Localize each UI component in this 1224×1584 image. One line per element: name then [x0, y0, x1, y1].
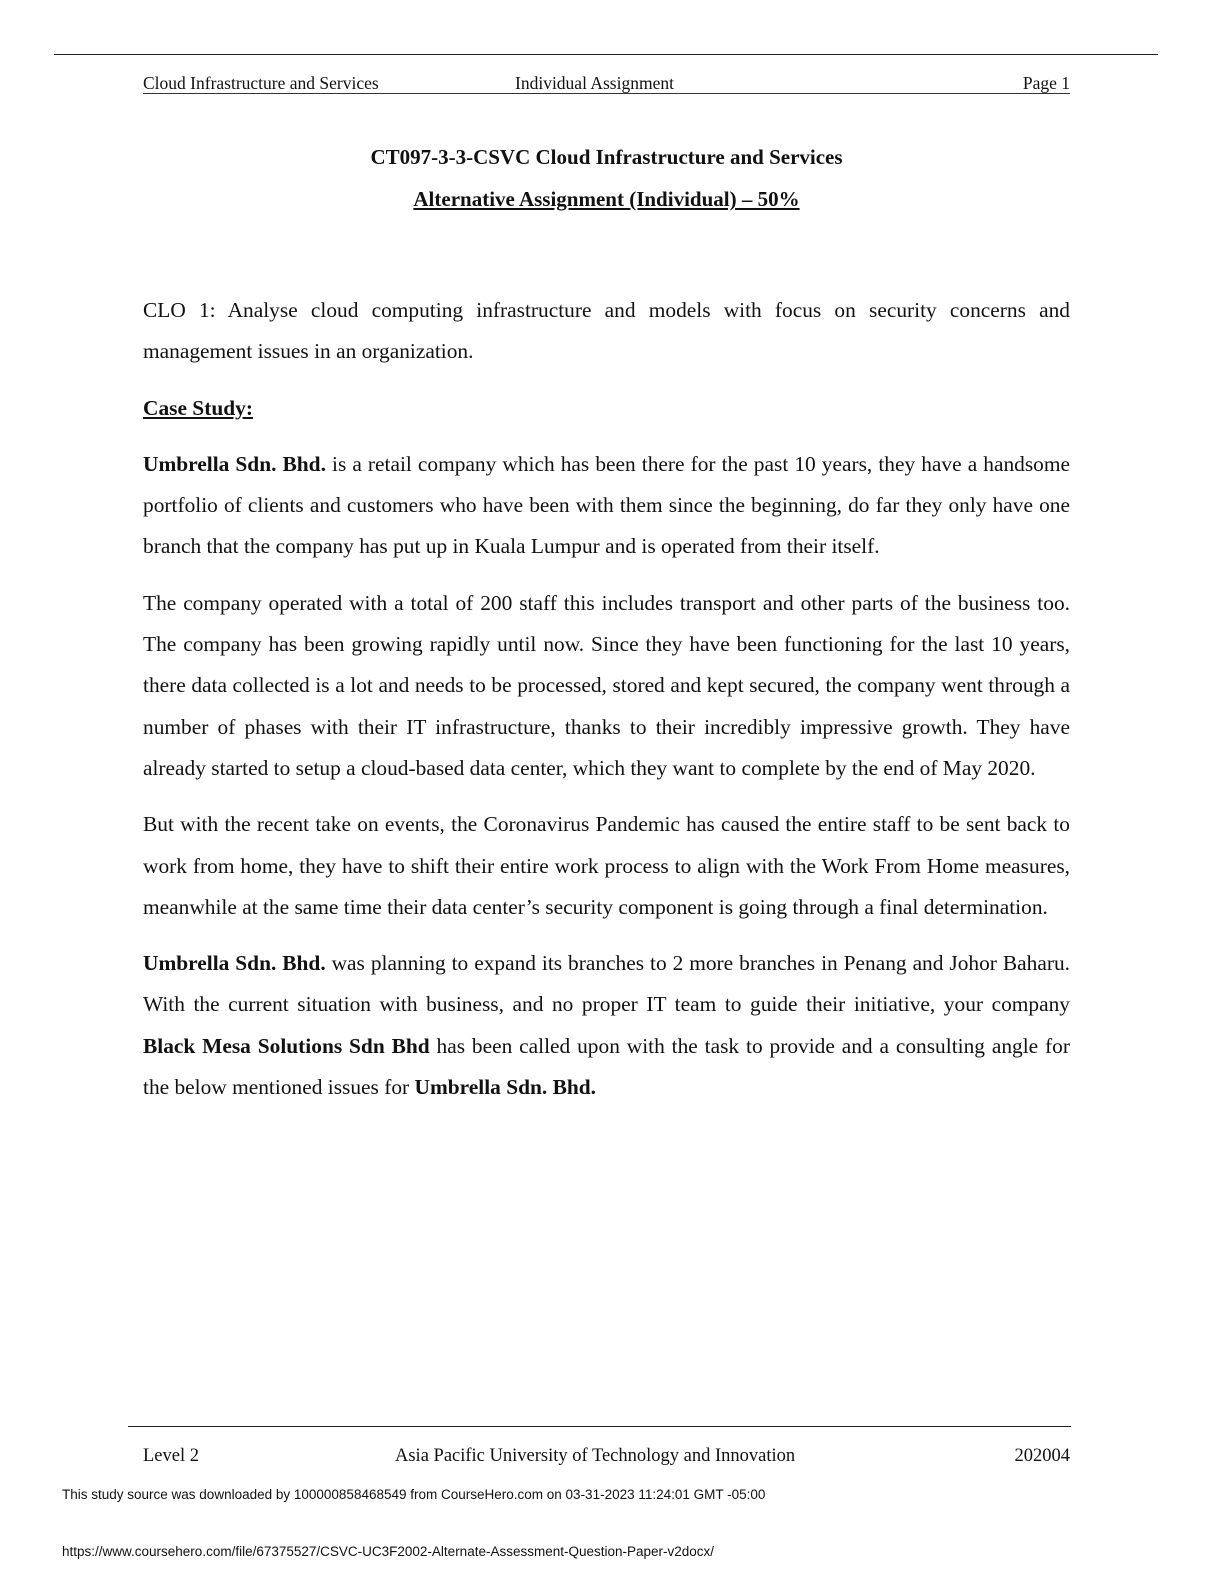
- paragraph-expansion: [143, 943, 1070, 1108]
- header-top-rule: [54, 54, 1158, 55]
- footer-level: Level 2: [143, 1446, 199, 1466]
- paragraph-text: is a retail company which has been there for the past 10 years, they have a handsome portfolio of clients and customers who have been with them since the beginning, do far they only have one branch that the company has put up in Kuala Lumpur and is operated from their itself.: [143, 451, 1070, 559]
- header-course-name: Cloud Infrastructure and Services: [143, 73, 379, 93]
- header-assignment-type: Individual Assignment: [515, 73, 674, 93]
- paragraph-text: was planning to expand its branches to 2 more branches in Penang and Johor Baharu. With the current situation with business, and no proper IT team to guide their initiative, your company: [143, 951, 1070, 1017]
- case-study-heading: Case Study:: [143, 395, 253, 420]
- page-footer: [143, 1446, 1070, 1472]
- consultant-name: Black Mesa Solutions Sdn Bhd: [143, 1033, 430, 1058]
- download-source-note: This study source was downloaded by 100000858468549 from CourseHero.com on 03-31-2023 11:24:01 GMT -05:00: [62, 1487, 766, 1502]
- footer-university: Asia Pacific University of Technology and Innovation: [395, 1446, 796, 1466]
- document-title: CT097-3-3-CSVC Cloud Infrastructure and Services: [370, 145, 843, 169]
- footer-rule: [128, 1426, 1071, 1427]
- clo-statement: CLO 1: Analyse cloud computing infrastructure and models with focus on security concerns and management issues in an organization.: [143, 298, 1070, 364]
- company-name: Umbrella Sdn. Bhd.: [414, 1075, 596, 1100]
- document-subtitle: [143, 185, 1070, 213]
- footer-code: 202004: [1014, 1446, 1070, 1466]
- company-name: Umbrella Sdn. Bhd.: [143, 451, 326, 476]
- company-name: Umbrella Sdn. Bhd.: [143, 951, 326, 976]
- paragraph-text: has been called upon with the task to provide and a consulting angle for the below mentioned issues for: [143, 1033, 1070, 1100]
- paragraph-company-intro: [143, 444, 1070, 568]
- paragraph-company-growth: The company operated with a total of 200 staff this includes transport and other parts of the business too. The company has been growing rapidly until now. Since they have been functioning for the last 10 years, there data collected is a lot and needs to be processed, stored and kept secured, the company went through a number of phases with their IT infrastructure, thanks to their incredibly impressive growth. They have already started to setup a cloud-based data center, which they want to complete by the end of May 2020.: [143, 590, 1070, 780]
- page-header: [143, 73, 1070, 94]
- source-url[interactable]: https://www.coursehero.com/file/67375527/CSVC-UC3F2002-Alternate-Assessment-Question-Paper-v2docx/: [62, 1544, 715, 1559]
- document-body: [143, 290, 1070, 1123]
- header-page-number: Page 1: [1022, 73, 1070, 93]
- subtitle-text: Alternative Assignment (Individual) – 50%: [413, 187, 800, 211]
- paragraph-pandemic: But with the recent take on events, the Coronavirus Pandemic has caused the entire staff to be sent back to work from home, they have to shift their entire work process to align with the Work From Home measures, meanwhile at the same time their data center’s security component is going through a final determination.: [143, 812, 1070, 919]
